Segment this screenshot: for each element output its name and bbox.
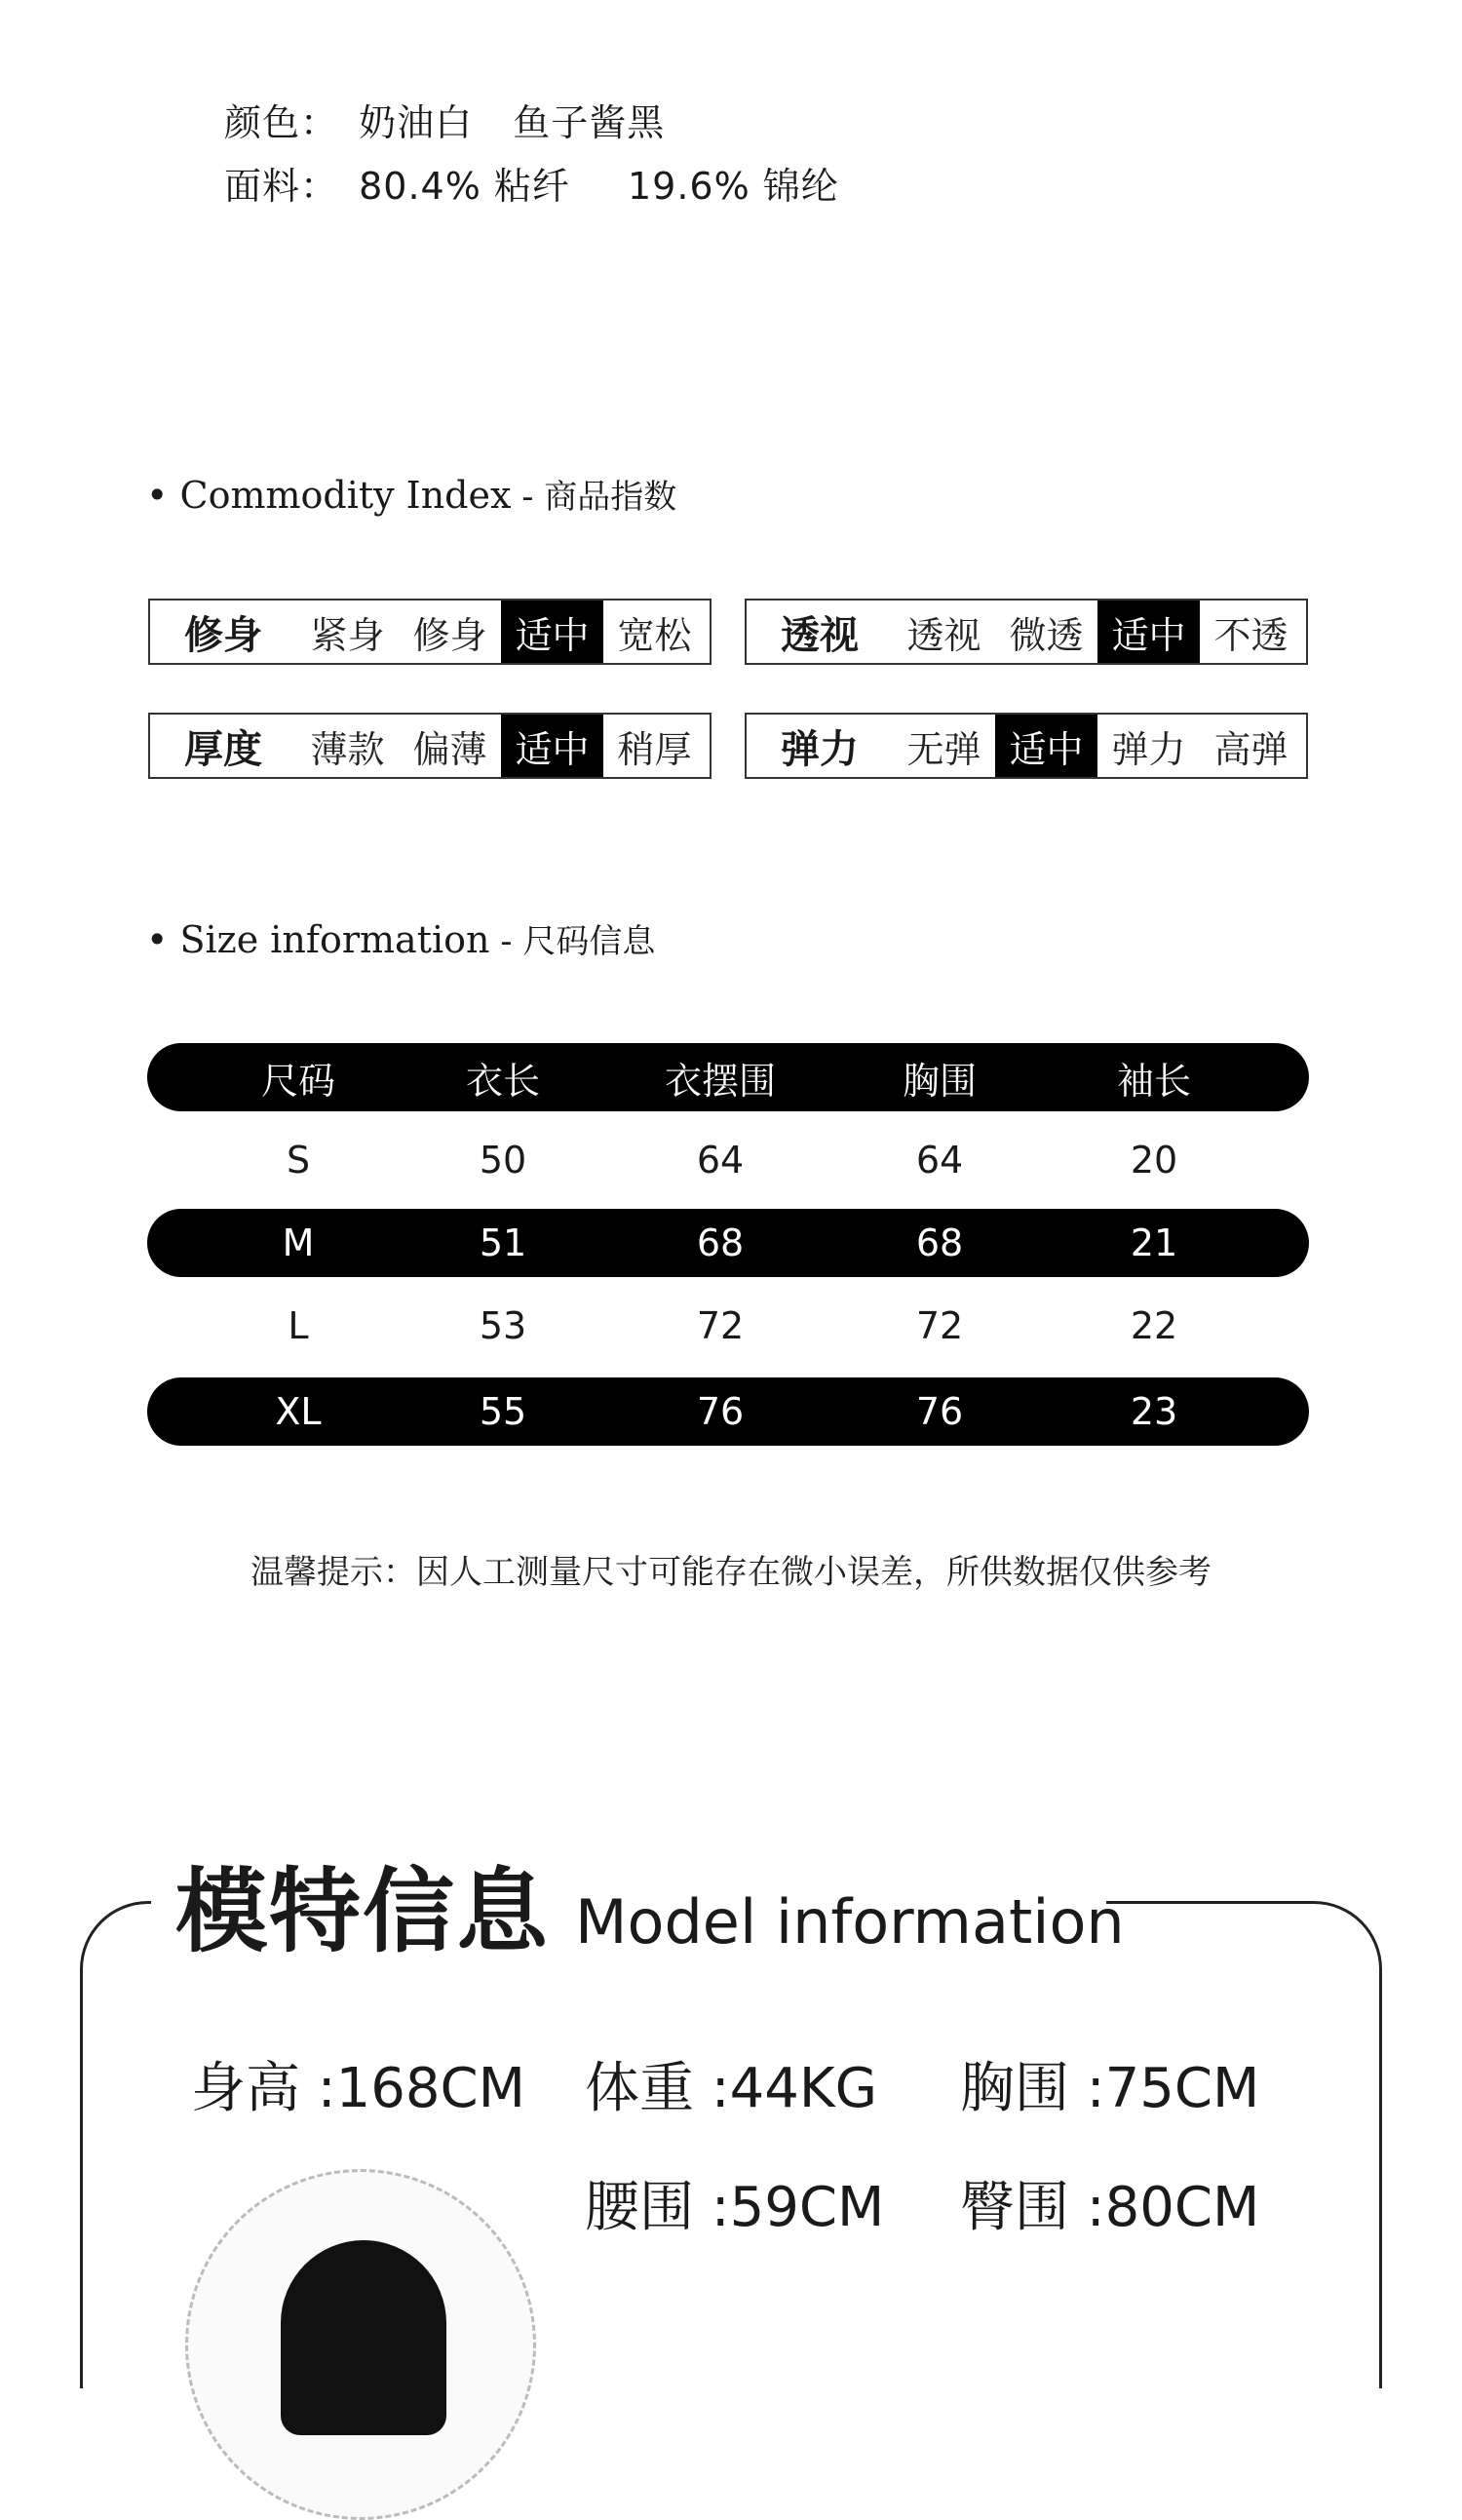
index-sheer-option-selected: 适中 (1097, 601, 1200, 663)
index-thickness-option-selected: 适中 (501, 715, 603, 777)
index-fit-option: 修身 (412, 613, 487, 657)
index-sheer-option: 不透 (1213, 613, 1289, 657)
size-cell: 22 (1130, 1304, 1178, 1347)
size-info-heading-cn: - 尺码信息 (489, 922, 656, 961)
model-photo-hair (281, 2240, 446, 2435)
index-stretch-option: 无弹 (906, 727, 981, 771)
index-sheer-option: 透视 (906, 613, 981, 657)
size-cell: L (288, 1304, 309, 1347)
commodity-index-heading-cn: - 商品指数 (511, 478, 677, 517)
index-thickness-option: 薄款 (310, 727, 385, 771)
size-cell: 50 (479, 1139, 527, 1182)
index-fit-option-selected: 适中 (501, 601, 603, 663)
size-cell: 72 (915, 1304, 964, 1347)
index-thickness-title: 厚度 (184, 726, 262, 772)
index-fit-box (148, 599, 712, 665)
size-cell: 53 (479, 1304, 527, 1347)
size-cell: 23 (1130, 1390, 1178, 1433)
index-stretch-title: 弹力 (781, 726, 859, 772)
size-table-header (147, 1043, 1309, 1111)
commodity-index-heading-en: • Commodity Index (146, 474, 512, 517)
size-cell: S (286, 1139, 311, 1182)
fabric-label: 面料： (224, 165, 339, 208)
size-info-heading (146, 914, 655, 962)
measurement-tip: 温馨提示：因人工测量尺寸可能存在微小误差，所供数据仅供参考 (250, 1553, 1212, 1592)
color-option: 鱼子酱黑 (513, 101, 666, 144)
size-cell: 68 (915, 1221, 964, 1264)
color-option: 奶油白 (359, 101, 474, 144)
model-hips: 臀围 :80CM (960, 2176, 1260, 2239)
commodity-index-heading (146, 470, 676, 518)
size-table-row (147, 1209, 1309, 1277)
index-sheer-box (745, 599, 1308, 665)
index-sheer-option: 微透 (1009, 613, 1084, 657)
index-thickness-option: 稍厚 (617, 727, 692, 771)
size-col-header: 尺码 (260, 1059, 336, 1103)
fabric-row (224, 156, 866, 210)
size-cell: 21 (1130, 1221, 1178, 1264)
index-thickness-box (148, 713, 712, 779)
index-stretch-box (745, 713, 1308, 779)
model-weight: 体重 :44KG (585, 2057, 878, 2120)
model-waist: 腰围 :59CM (585, 2176, 885, 2239)
index-stretch-option: 弹力 (1111, 727, 1186, 771)
size-cell: 51 (479, 1221, 527, 1264)
color-row (224, 93, 692, 146)
size-cell: M (282, 1221, 315, 1264)
size-table-row (147, 1377, 1309, 1446)
size-cell: 68 (696, 1221, 745, 1264)
size-cell: 55 (479, 1390, 527, 1433)
index-fit-title: 修身 (184, 612, 262, 658)
model-title-en: Model information (575, 1886, 1125, 1958)
size-cell: 64 (696, 1139, 745, 1182)
size-cell: XL (275, 1390, 322, 1433)
size-cell: 72 (696, 1304, 745, 1347)
fabric-part: 19.6% 锦纶 (628, 165, 839, 208)
size-cell: 64 (915, 1139, 964, 1182)
model-photo (185, 2169, 536, 2520)
index-stretch-option: 高弹 (1213, 727, 1289, 771)
fabric-part: 80.4% 粘纤 (359, 165, 570, 208)
index-thickness-option: 偏薄 (412, 727, 487, 771)
size-table-row (147, 1126, 1309, 1194)
model-info-title (175, 1838, 1125, 1969)
model-bust: 胸围 :75CM (960, 2057, 1260, 2120)
size-col-header: 袖长 (1116, 1059, 1192, 1103)
size-cell: 20 (1130, 1139, 1178, 1182)
size-info-heading-en: • Size information (146, 918, 490, 961)
size-cell: 76 (915, 1390, 964, 1433)
index-fit-option: 紧身 (310, 613, 385, 657)
size-cell: 76 (696, 1390, 745, 1433)
color-label: 颜色： (224, 101, 339, 144)
model-height: 身高 :168CM (191, 2057, 525, 2120)
index-fit-option: 宽松 (617, 613, 692, 657)
size-col-header: 衣长 (465, 1059, 541, 1103)
size-table-row (147, 1292, 1309, 1360)
size-col-header: 衣摆围 (664, 1059, 777, 1103)
index-stretch-option-selected: 适中 (995, 715, 1097, 777)
index-sheer-title: 透视 (781, 612, 859, 658)
model-title-cn: 模特信息 (175, 1859, 551, 1965)
size-col-header: 胸围 (902, 1059, 978, 1103)
